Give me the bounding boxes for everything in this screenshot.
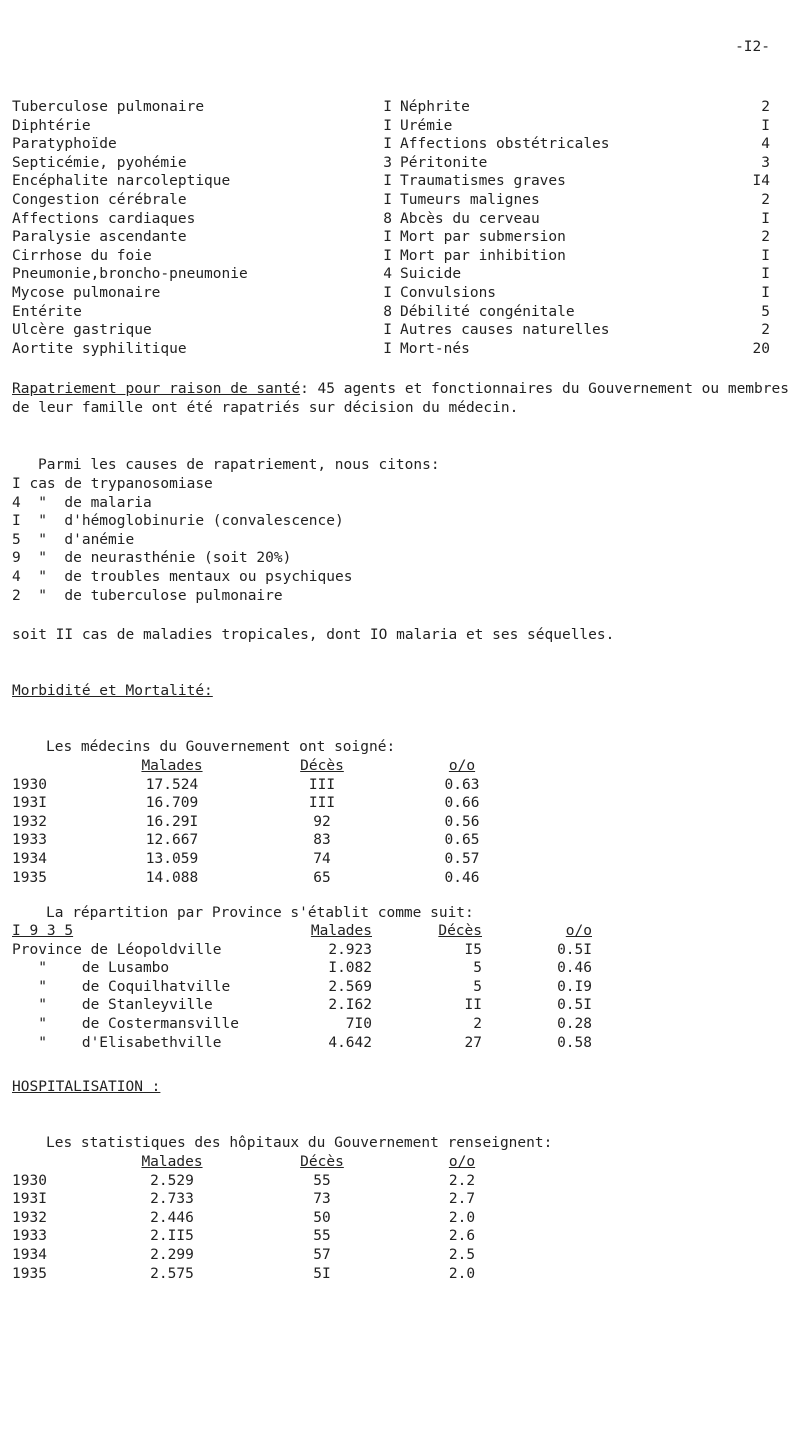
- cause-count: I: [383, 284, 392, 301]
- table-row: [12, 1265, 522, 1284]
- cause-row: [12, 303, 392, 322]
- table-row: [12, 959, 592, 978]
- cause-list-item: 9 " de neurasthénie (soit 20%): [12, 550, 292, 567]
- medecins-intro: Les médecins du Gouvernement ont soigné:: [46, 739, 396, 755]
- cause-row: [400, 321, 770, 340]
- cause-label: Débilité congénitale: [400, 303, 575, 320]
- year-cell: 1934: [12, 1246, 47, 1263]
- cause-list-item: 5 " d'anémie: [12, 531, 135, 548]
- malades-cell: 2.923: [328, 941, 372, 958]
- header-pct: o/o: [565, 923, 592, 939]
- cause-row: [12, 265, 392, 284]
- cause-label: Mycose pulmonaire: [12, 284, 161, 301]
- table-row: [12, 776, 522, 795]
- header-malades: Malades: [310, 923, 372, 939]
- cause-count: 2: [761, 322, 770, 339]
- table-row: [12, 869, 522, 888]
- cause-count: 20: [752, 340, 770, 357]
- deces-cell: 2: [473, 1015, 482, 1032]
- cause-list-item: 2 " de tuberculose pulmonaire: [12, 587, 283, 604]
- cause-label: Ulcère gastrique: [12, 322, 152, 339]
- cause-row: [400, 265, 770, 284]
- cause-row: [12, 117, 392, 136]
- deces-cell: I5: [464, 941, 482, 958]
- cause-count: 2: [761, 99, 770, 115]
- deces-cell: 57: [313, 1246, 331, 1263]
- deces-cell: 55: [313, 1228, 331, 1245]
- cause-label: Traumatismes graves: [400, 173, 566, 190]
- pct-cell: 0.28: [557, 1015, 592, 1032]
- cause-label: Autres causes naturelles: [400, 322, 610, 339]
- repatriement-text: : 45 agents et fonctionnaires du Gouvernement ou membres de leur famille ont été rapatriés sur décision du médecin.: [12, 381, 789, 416]
- cause-row: [400, 117, 770, 136]
- cause-list-item: 4 " de malaria: [12, 494, 152, 511]
- deces-cell: 50: [313, 1209, 331, 1226]
- cause-label: Cirrhose du foie: [12, 247, 152, 264]
- deces-cell: 5I: [313, 1265, 331, 1282]
- province-cell: " d'Elisabethville: [12, 1034, 222, 1051]
- pct-cell: 2.5: [448, 1246, 476, 1263]
- cause-label: Convulsions: [400, 284, 497, 301]
- pct-cell: 0.66: [444, 795, 480, 812]
- cause-row: [400, 191, 770, 210]
- table-row: [12, 1190, 522, 1209]
- table-row: [12, 978, 592, 997]
- cause-count: I: [383, 322, 392, 339]
- cause-count: I: [383, 247, 392, 264]
- cause-row: [12, 98, 392, 117]
- cause-label: Mort par submersion: [400, 229, 566, 246]
- province-table: [12, 922, 592, 1052]
- cause-count: 4: [761, 136, 770, 153]
- year-cell: 1934: [12, 850, 47, 867]
- table-row: [12, 1034, 592, 1053]
- pct-cell: 0.58: [557, 1034, 592, 1051]
- deces-cell: 73: [313, 1191, 331, 1208]
- province-intro: La répartition par Province s'établit comme suit:: [46, 905, 474, 921]
- cause-count: I: [761, 117, 770, 134]
- deces-cell: 27: [464, 1034, 482, 1051]
- cause-count: I: [761, 284, 770, 301]
- pct-cell: 0.56: [444, 813, 480, 830]
- cause-label: Tuberculose pulmonaire: [12, 99, 205, 115]
- pct-cell: 0.46: [557, 960, 592, 977]
- pct-cell: 0.5I: [557, 941, 592, 958]
- malades-cell: 2.569: [328, 978, 372, 995]
- cause-count: I4: [752, 173, 770, 190]
- cause-row: [400, 98, 770, 117]
- cause-label: Mort par inhibition: [400, 247, 566, 264]
- cause-count: I: [383, 136, 392, 153]
- header-pct: o/o: [448, 758, 476, 774]
- header-deces: Décès: [300, 758, 344, 774]
- deces-cell: II: [464, 997, 482, 1014]
- hospitalisation-intro: Les statistiques des hôpitaux du Gouvernement renseignent:: [46, 1135, 553, 1151]
- cause-row: [400, 172, 770, 191]
- pct-cell: 0.46: [444, 869, 480, 886]
- year-cell: 1932: [12, 813, 47, 830]
- table-row: [12, 1227, 522, 1246]
- pct-cell: 2.6: [448, 1228, 476, 1245]
- pct-cell: 0.65: [444, 832, 480, 849]
- header-deces: Décès: [438, 923, 482, 939]
- deces-cell: 74: [313, 850, 331, 867]
- hospitalisation-heading: HOSPITALISATION :: [12, 1079, 161, 1095]
- year-cell: 1930: [12, 776, 47, 793]
- cause-count: I: [383, 99, 392, 115]
- cause-row: [12, 247, 392, 266]
- table-row: [12, 941, 592, 960]
- malades-cell: 16.709: [145, 795, 199, 812]
- pct-cell: 0.63: [444, 776, 480, 793]
- cause-count: 8: [383, 210, 392, 227]
- cause-count: I: [383, 173, 392, 190]
- cause-count: 2: [761, 191, 770, 208]
- pct-cell: 0.I9: [557, 978, 592, 995]
- deces-cell: 5: [473, 960, 482, 977]
- table-row: [12, 1209, 522, 1228]
- cause-row: [12, 228, 392, 247]
- cause-count: I: [761, 247, 770, 264]
- malades-cell: 4.642: [328, 1034, 372, 1051]
- repatriement-heading: Rapatriement pour raison de santé: [12, 381, 301, 397]
- malades-cell: 2.I62: [328, 997, 372, 1014]
- causes-right-list: [400, 98, 770, 358]
- cause-label: Aortite syphilitique: [12, 340, 187, 357]
- table-row: [12, 1015, 592, 1034]
- cause-list-item: I cas de trypanosomiase: [12, 476, 213, 492]
- cause-count: I: [383, 340, 392, 357]
- cause-row: [400, 210, 770, 229]
- cause-count: 2: [761, 229, 770, 246]
- year-cell: 193I: [12, 1191, 47, 1208]
- cause-label: Diphtérie: [12, 117, 91, 134]
- cause-count: 8: [383, 303, 392, 320]
- header-malades: Malades: [141, 1154, 203, 1170]
- malades-cell: 16.29I: [145, 813, 199, 830]
- cause-row: [400, 228, 770, 247]
- table-row: [12, 996, 592, 1015]
- deces-cell: III: [308, 795, 336, 812]
- year-cell: 1930: [12, 1172, 47, 1189]
- year-cell: 1935: [12, 869, 47, 886]
- cause-row: [400, 284, 770, 303]
- pct-cell: 0.57: [444, 850, 480, 867]
- cause-row: [12, 154, 392, 173]
- cause-label: Mort-nés: [400, 340, 470, 357]
- medecins-header-row: [12, 757, 522, 776]
- cause-list-item: 4 " de troubles mentaux ou psychiques: [12, 568, 353, 585]
- malades-cell: I.082: [328, 960, 372, 977]
- cause-label: Paratyphoïde: [12, 136, 117, 153]
- medecins-table: [12, 757, 522, 887]
- cause-row: [12, 284, 392, 303]
- province-cell: " de Costermansville: [12, 1015, 239, 1032]
- malades-cell: 2.733: [150, 1191, 194, 1208]
- cause-count: I: [383, 117, 392, 134]
- cause-label: Néphrite: [400, 99, 470, 115]
- cause-label: Urémie: [400, 117, 453, 134]
- pct-cell: 2.0: [448, 1265, 476, 1282]
- deces-cell: 92: [313, 813, 331, 830]
- year-cell: 1933: [12, 1228, 47, 1245]
- table-row: [12, 831, 522, 850]
- pct-cell: 2.2: [448, 1172, 476, 1189]
- cause-row: [400, 340, 770, 359]
- malades-cell: 13.059: [145, 850, 199, 867]
- header-malades: Malades: [141, 758, 203, 774]
- malades-cell: 2.529: [150, 1172, 194, 1189]
- cause-count: I: [761, 266, 770, 283]
- deces-cell: 55: [313, 1172, 331, 1189]
- year-cell: 193I: [12, 795, 47, 812]
- cause-label: Affections obstétricales: [400, 136, 610, 153]
- deces-cell: III: [308, 776, 336, 793]
- year-cell: 1935: [12, 1265, 47, 1282]
- page-number: -I2-: [735, 39, 770, 55]
- cause-label: Encéphalite narcoleptique: [12, 173, 231, 190]
- malades-cell: 7I0: [345, 1015, 372, 1032]
- province-cell: " de Lusambo: [12, 960, 170, 977]
- cause-count: I: [383, 191, 392, 208]
- malades-cell: 2.299: [150, 1246, 194, 1263]
- cause-count: 3: [761, 154, 770, 171]
- province-year: I 9 3 5: [12, 923, 74, 939]
- pct-cell: 2.0: [448, 1209, 476, 1226]
- table-row: [12, 794, 522, 813]
- province-header-row: [12, 922, 592, 941]
- cause-label: Pneumonie,broncho-pneumonie: [12, 266, 248, 283]
- cause-label: Suicide: [400, 266, 462, 283]
- causes-summary: soit II cas de maladies tropicales, dont IO malaria et ses séquelles.: [12, 627, 615, 643]
- causes-left-list: [12, 98, 392, 358]
- cause-row: [400, 154, 770, 173]
- cause-count: 4: [383, 266, 392, 283]
- cause-label: Abcès du cerveau: [400, 210, 540, 227]
- cause-row: [12, 210, 392, 229]
- cause-count: I: [383, 229, 392, 246]
- repatriement-paragraph: [12, 380, 792, 417]
- deces-cell: 83: [313, 832, 331, 849]
- cause-row: [12, 135, 392, 154]
- province-cell: " de Coquilhatville: [12, 978, 231, 995]
- malades-cell: 2.575: [150, 1265, 194, 1282]
- hospitalisation-table: [12, 1153, 522, 1283]
- pct-cell: 0.5I: [557, 997, 592, 1014]
- cause-count: 5: [761, 303, 770, 320]
- deces-cell: 65: [313, 869, 331, 886]
- pct-cell: 2.7: [448, 1191, 476, 1208]
- repatriement-causes-list: [12, 475, 352, 605]
- province-cell: Province de Léopoldville: [12, 941, 222, 958]
- malades-cell: 14.088: [145, 869, 199, 886]
- cause-label: Septicémie, pyohémie: [12, 154, 187, 171]
- cause-label: Congestion cérébrale: [12, 191, 187, 208]
- cause-label: Péritonite: [400, 154, 488, 171]
- year-cell: 1933: [12, 832, 47, 849]
- cause-row: [12, 172, 392, 191]
- header-deces: Décès: [300, 1154, 344, 1170]
- header-pct: o/o: [448, 1154, 476, 1170]
- malades-cell: 12.667: [145, 832, 199, 849]
- malades-cell: 17.524: [145, 776, 199, 793]
- cause-list-item: I " d'hémoglobinurie (convalescence): [12, 513, 344, 530]
- cause-label: Affections cardiaques: [12, 210, 196, 227]
- cause-label: Paralysie ascendante: [12, 229, 187, 246]
- cause-row: [400, 135, 770, 154]
- table-row: [12, 850, 522, 869]
- hosp-header-row: [12, 1153, 522, 1172]
- morbidite-heading: Morbidité et Mortalité:: [12, 683, 213, 699]
- year-cell: 1932: [12, 1209, 47, 1226]
- cause-count: I: [761, 210, 770, 227]
- cause-row: [12, 321, 392, 340]
- cause-row: [12, 191, 392, 210]
- cause-label: Entérite: [12, 303, 82, 320]
- deces-cell: 5: [473, 978, 482, 995]
- malades-cell: 2.446: [150, 1209, 194, 1226]
- table-row: [12, 1172, 522, 1191]
- table-row: [12, 1246, 522, 1265]
- cause-row: [400, 247, 770, 266]
- cause-row: [400, 303, 770, 322]
- causes-intro: Parmi les causes de rapatriement, nous citons:: [38, 457, 440, 473]
- table-row: [12, 813, 522, 832]
- province-cell: " de Stanleyville: [12, 997, 213, 1014]
- cause-count: 3: [383, 154, 392, 171]
- malades-cell: 2.II5: [150, 1228, 194, 1245]
- cause-label: Tumeurs malignes: [400, 191, 540, 208]
- cause-row: [12, 340, 392, 359]
